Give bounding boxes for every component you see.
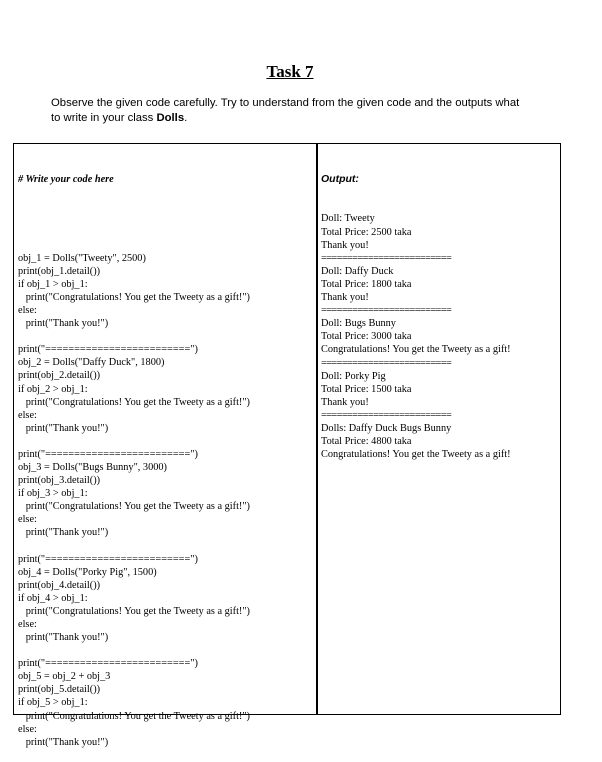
code-line: else: bbox=[18, 619, 37, 630]
output-line: Doll: Daffy Duck bbox=[321, 265, 394, 277]
code-header: # Write your code here bbox=[18, 174, 114, 186]
output-line: Thank you! bbox=[321, 396, 369, 408]
class-name: Dolls bbox=[156, 112, 185, 124]
code-line: print(obj_2.detail()) bbox=[18, 370, 101, 382]
output-line: Total Price: 1800 taka bbox=[321, 278, 412, 290]
code-line: if obj_1 > obj_1: bbox=[18, 278, 88, 290]
code-block bbox=[18, 343, 313, 435]
column-divider bbox=[316, 143, 318, 715]
code-line: obj_1 = Dolls("Tweety", 2500) bbox=[18, 252, 146, 264]
code-line: obj_2 = Dolls("Daffy Duck", 1800) bbox=[18, 357, 165, 369]
output-separator: ========================= bbox=[321, 305, 452, 317]
code-block bbox=[18, 252, 313, 331]
code-line: print(obj_3.detail()) bbox=[18, 475, 101, 487]
code-line: else: bbox=[18, 409, 37, 421]
output-line: Doll: Tweety bbox=[321, 213, 375, 225]
output-header: Output: bbox=[321, 173, 359, 186]
code-line: if obj_4 > obj_1: bbox=[18, 592, 88, 604]
code-column bbox=[18, 147, 313, 762]
code-line: print("=========================") bbox=[18, 553, 198, 565]
code-line: print("Congratulations! You get the Tweety as a gift!") bbox=[18, 605, 250, 617]
code-line: print(obj_1.detail()) bbox=[18, 265, 101, 277]
instructions bbox=[51, 96, 521, 126]
code-line: if obj_2 > obj_1: bbox=[18, 383, 88, 395]
code-line: print("=========================") bbox=[18, 658, 198, 670]
output-column bbox=[321, 147, 557, 474]
code-line: print("Congratulations! You get the Tweety as a gift!") bbox=[18, 710, 250, 722]
code-line: print(obj_5.detail()) bbox=[18, 684, 101, 696]
output-lines bbox=[321, 212, 557, 461]
code-line: print("Congratulations! You get the Tweety as a gift!") bbox=[18, 291, 250, 303]
output-line: Total Price: 4800 taka bbox=[321, 436, 412, 448]
instructions-end: . bbox=[184, 112, 188, 124]
page-title: Task 7 bbox=[266, 62, 314, 81]
code-blocks bbox=[18, 252, 313, 749]
code-line: else: bbox=[18, 723, 37, 735]
code-line: print("Thank you!") bbox=[18, 736, 109, 748]
code-line: print("Thank you!") bbox=[18, 632, 109, 644]
output-line: Doll: Bugs Bunny bbox=[321, 318, 396, 330]
code-line: obj_4 = Dolls("Porky Pig", 1500) bbox=[18, 566, 157, 578]
code-line: print("Thank you!") bbox=[18, 318, 109, 330]
output-line: Doll: Porky Pig bbox=[321, 370, 386, 382]
output-line: Congratulations! You get the Tweety as a gift! bbox=[321, 449, 511, 461]
output-line: Total Price: 2500 taka bbox=[321, 226, 412, 238]
output-separator: ========================= bbox=[321, 357, 452, 369]
code-line: if obj_3 > obj_1: bbox=[18, 488, 88, 500]
output-line: Total Price: 1500 taka bbox=[321, 383, 412, 395]
code-line: print("Congratulations! You get the Tweety as a gift!") bbox=[18, 501, 250, 513]
code-line: if obj_5 > obj_1: bbox=[18, 697, 88, 709]
output-line: Congratulations! You get the Tweety as a gift! bbox=[321, 344, 511, 356]
instructions-text: Observe the given code carefully. Try to understand from the given code and the outputs what to write in your class bbox=[51, 97, 520, 124]
code-line: else: bbox=[18, 514, 37, 526]
code-line: print("=========================") bbox=[18, 344, 198, 356]
output-separator: ========================= bbox=[321, 252, 452, 264]
code-block bbox=[18, 553, 313, 645]
code-line: print(obj_4.detail()) bbox=[18, 579, 101, 591]
code-line: print("Thank you!") bbox=[18, 422, 109, 434]
code-line: obj_3 = Dolls("Bugs Bunny", 3000) bbox=[18, 461, 167, 473]
output-line: Thank you! bbox=[321, 239, 369, 251]
code-block bbox=[18, 448, 313, 540]
code-line: print("Congratulations! You get the Tweety as a gift!") bbox=[18, 396, 250, 408]
code-line: print("=========================") bbox=[18, 448, 198, 460]
code-line: else: bbox=[18, 305, 37, 317]
code-line: print("Thank you!") bbox=[18, 527, 109, 539]
output-separator: ========================= bbox=[321, 409, 452, 421]
output-line: Thank you! bbox=[321, 292, 369, 304]
output-line: Total Price: 3000 taka bbox=[321, 331, 412, 343]
output-line: Dolls: Daffy Duck Bugs Bunny bbox=[321, 422, 452, 434]
code-line: obj_5 = obj_2 + obj_3 bbox=[18, 671, 111, 683]
code-block bbox=[18, 657, 313, 749]
